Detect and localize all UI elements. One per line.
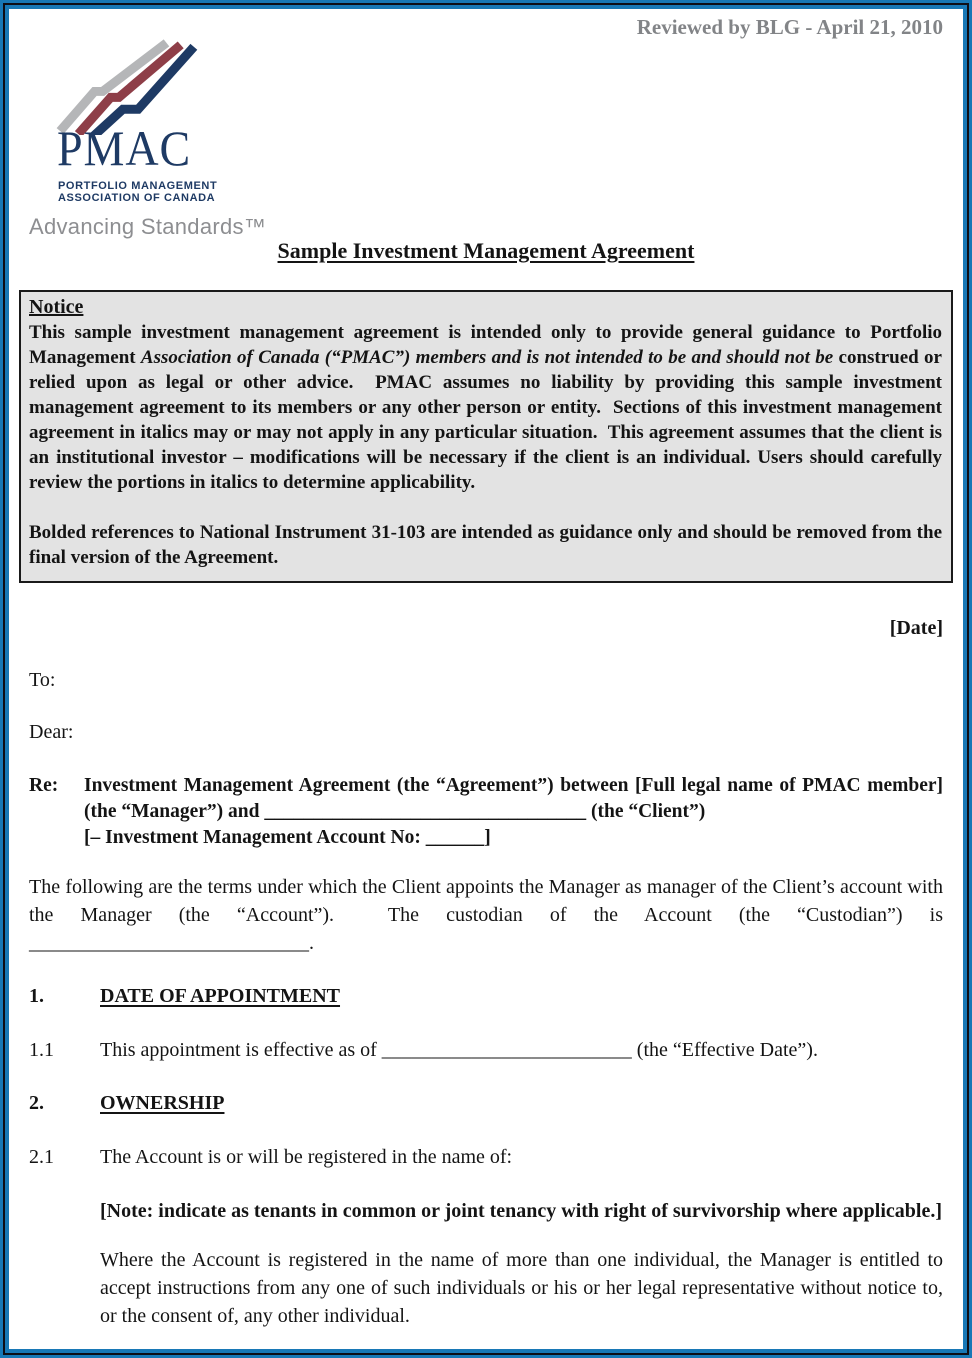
section-2-heading-row	[29, 1089, 943, 1117]
logo-caption-line1: PORTFOLIO MANAGEMENT	[58, 180, 218, 192]
logo-tagline: Advancing Standards™	[29, 214, 267, 239]
re-block	[29, 773, 948, 851]
page-border-blue	[5, 5, 967, 1353]
notice-paragraph-2: Bolded references to National Instrument 31-103 are intended as guidance only and should be removed from the final version of the Agreement.	[29, 522, 947, 568]
logo-wordmark: PMAC	[57, 120, 192, 176]
re-label: Re:	[29, 775, 59, 796]
intro-paragraph: The following are the terms under which the Client appoints the Manager as manager of the Client’s account with the Manager (the “Account”). The custodian of the Account (the “Custodian”) is ____________________________.	[29, 876, 948, 954]
re-body	[84, 773, 948, 851]
notice-run-2-italic: Association of Canada (“PMAC”) members and is not intended to be and should not be	[140, 347, 834, 368]
section-1-number: 1.	[29, 985, 44, 1007]
notice-run-3: construed or relied upon as legal or other advice. PMAC assumes no liability by providing this sample investment management agreement to its members or any other person or entity. Sections of this investment management agreement in italics may or may not apply in any particular situation. This agreement assumes that the client is an institutional investor – modifications will be necessary if the client is an individual. Users should carefully review the portions in italics to determine applicability.	[29, 347, 947, 493]
clause-2-1-number: 2.1	[29, 1146, 54, 1168]
re-account-line: [– Investment Management Account No: ______]	[84, 827, 491, 848]
section-2-heading: OWNERSHIP	[100, 1092, 225, 1114]
pmac-logo	[29, 27, 943, 237]
review-stamp: Reviewed by BLG - April 21, 2010	[636, 15, 943, 39]
clause-1-1-text: This appointment is effective as of _________________________ (the “Effective Date”).	[100, 1039, 818, 1061]
dear-label: Dear:	[29, 721, 74, 743]
notice-heading-text: Notice	[29, 296, 84, 318]
clause-2-1-text: The Account is or will be registered in the name of:	[100, 1146, 513, 1168]
notice-run-1: This sample investment management agreement is intended only to provide general guidance to Portfolio Management	[29, 322, 947, 368]
section-1-heading: DATE OF APPOINTMENT	[100, 985, 341, 1007]
page-title: Sample Investment Management Agreement	[277, 238, 695, 263]
logo-caption-line2: ASSOCIATION OF CANADA	[58, 192, 216, 204]
logo-caption	[58, 180, 217, 204]
clause-2-1-row	[29, 1143, 943, 1171]
notice-box	[19, 290, 953, 583]
section-2-number: 2.	[29, 1092, 44, 1114]
clause-1-1-number: 1.1	[29, 1039, 54, 1061]
re-subject-text: Investment Management Agreement (the “Agreement”) between [Full legal name of PMAC member] (the “Manager”) and _________________________________ (the “Client”)	[84, 775, 948, 822]
notice-paragraph-1	[29, 320, 947, 495]
to-label: To:	[29, 669, 56, 691]
section-1-heading-row	[29, 982, 943, 1010]
date-placeholder: [Date]	[889, 617, 943, 639]
page-content	[9, 9, 963, 1330]
clause-1-1-row	[29, 1036, 943, 1064]
page-border-black	[3, 3, 969, 1355]
clause-2-1-paragraph: Where the Account is registered in the name of more than one individual, the Manager is entitled to accept instructions from any one of such individuals or his or her legal representative without notice to, or the consent of, any other individual.	[100, 1249, 948, 1327]
notice-heading	[29, 295, 942, 320]
clause-2-1-note: [Note: indicate as tenants in common or joint tenancy with right of survivorship where applicable.]	[100, 1200, 943, 1222]
